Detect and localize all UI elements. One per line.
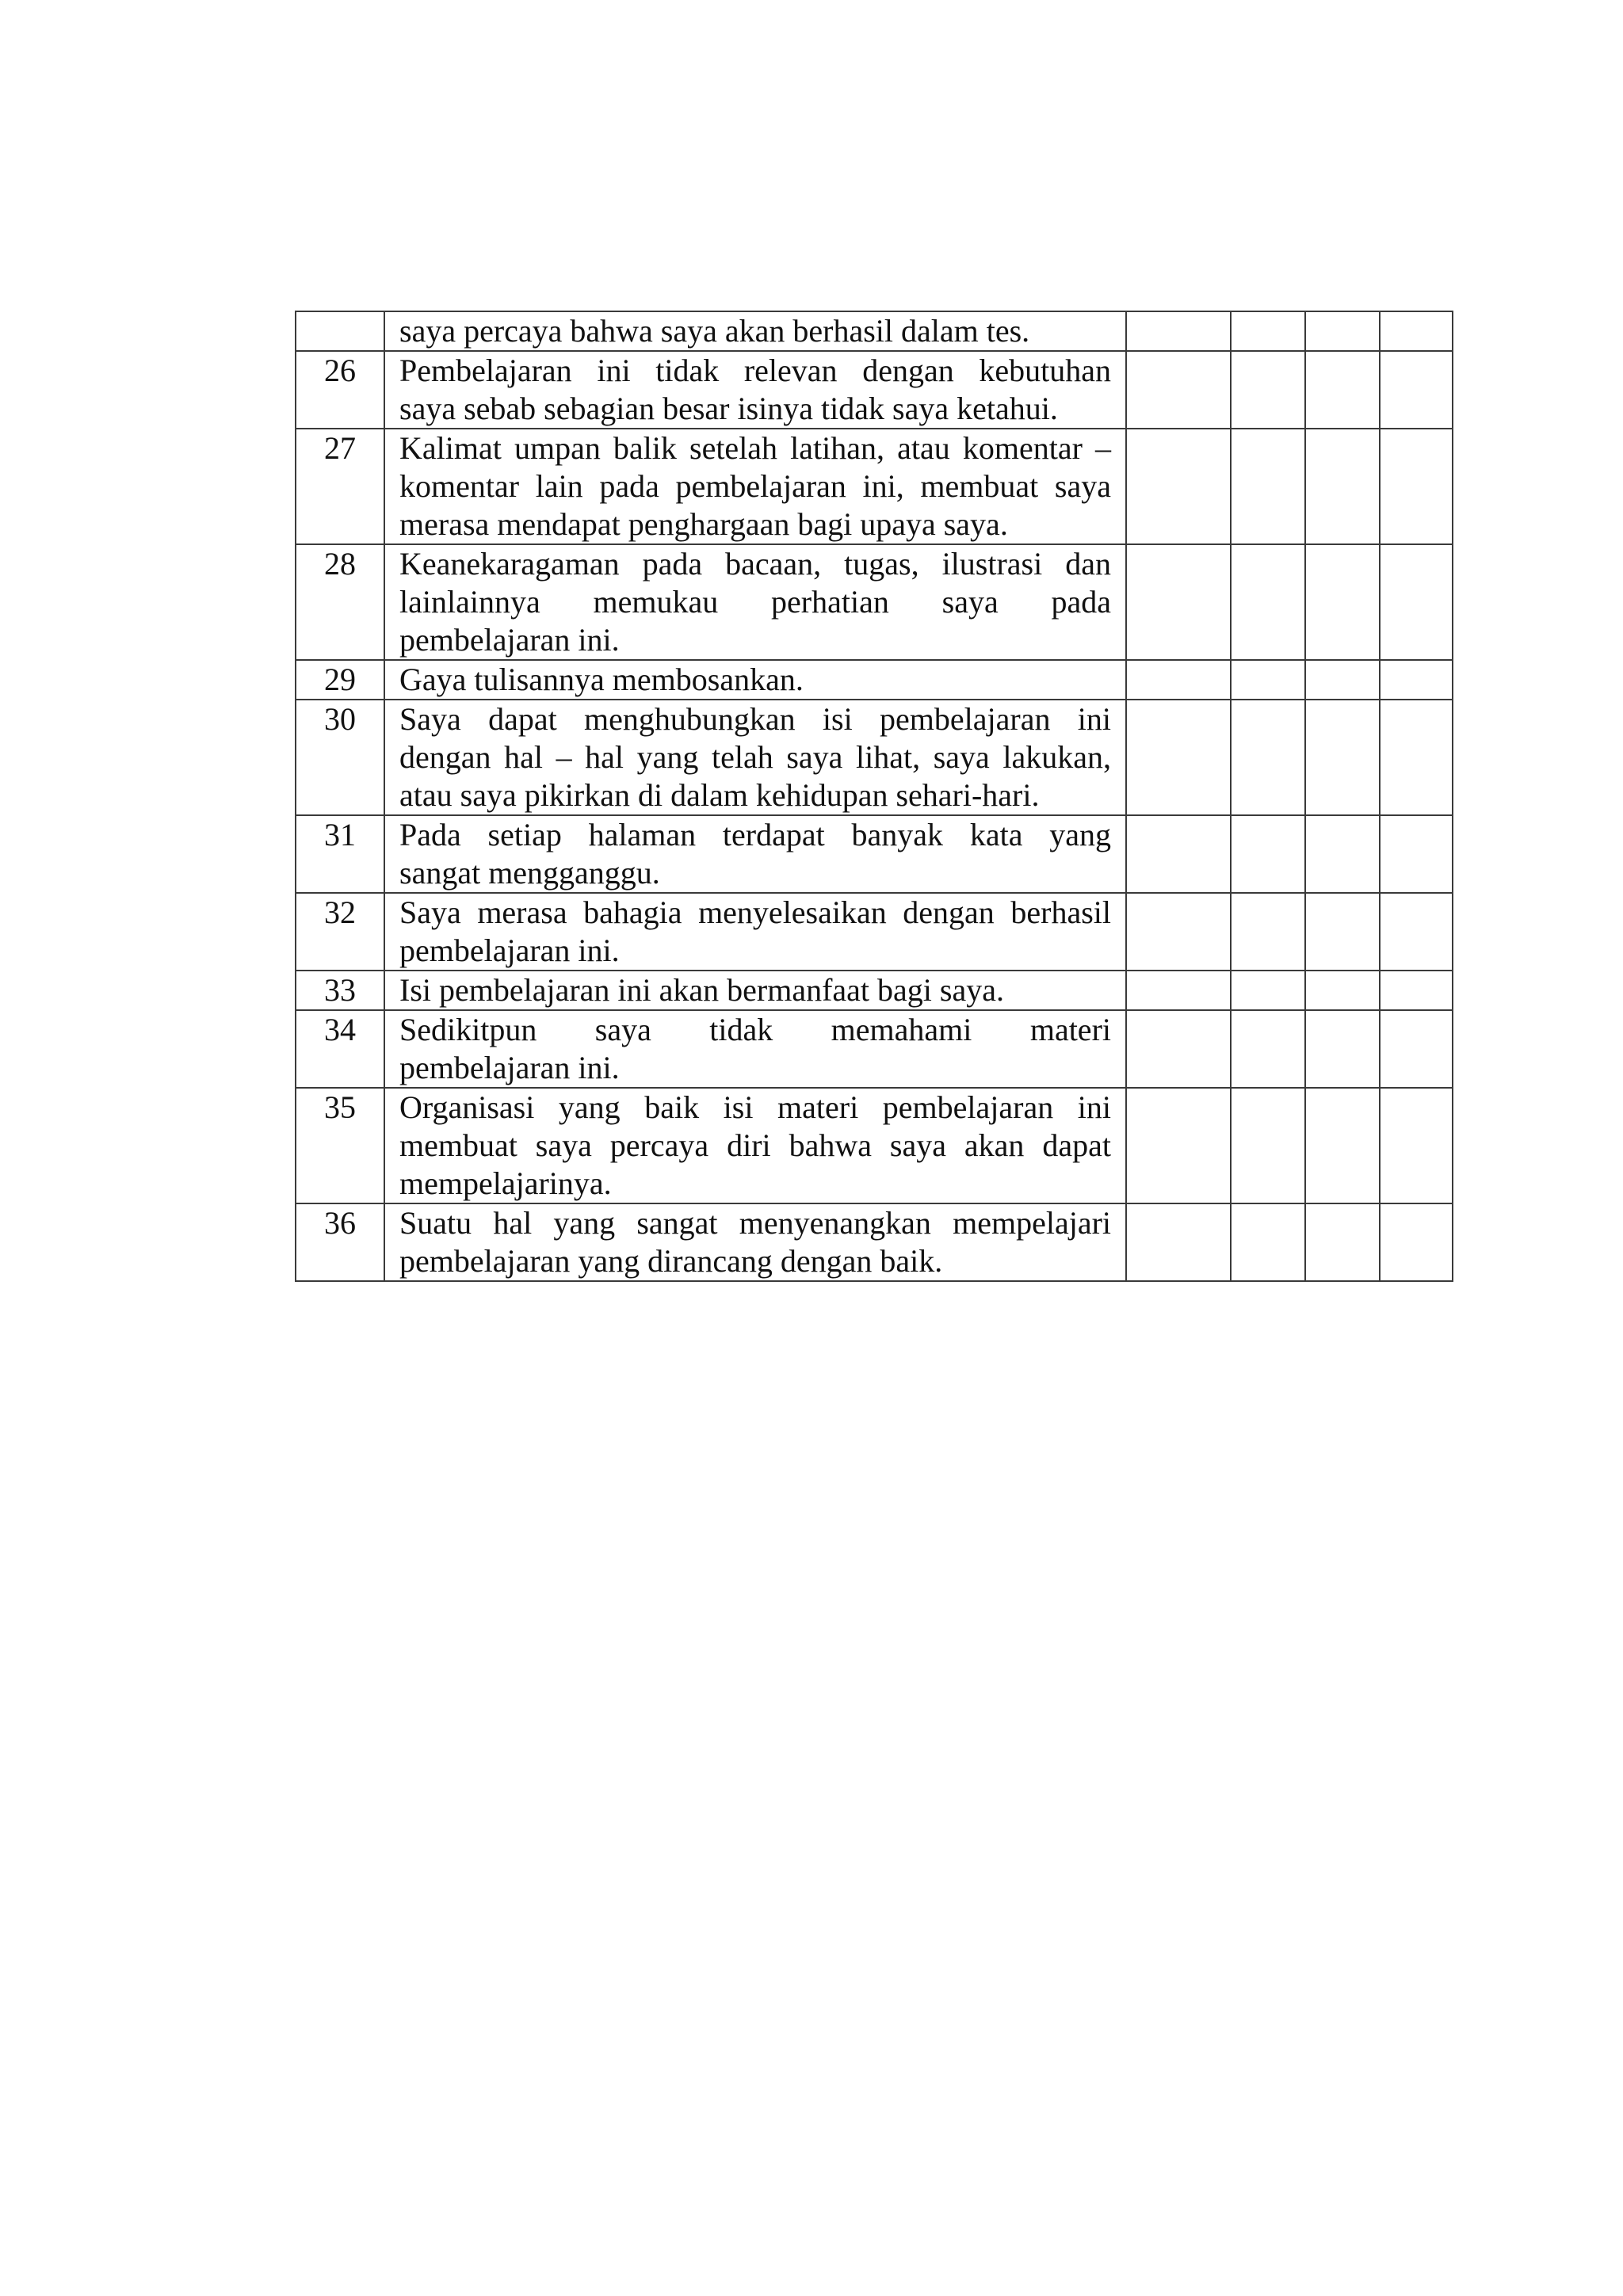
statement-line: membuat saya percaya diri bahwa saya akan dapat	[399, 1127, 1111, 1163]
table-row	[296, 971, 1453, 1010]
statement-line: saya sebab sebagian besar isinya tidak saya ketahui.	[399, 391, 1058, 426]
response-cell-2[interactable]	[1231, 351, 1305, 429]
statement-line: saya percaya bahwa saya akan berhasil dalam tes.	[399, 313, 1030, 349]
statement-line: Kalimat umpan balik setelah latihan, atau komentar –	[399, 430, 1111, 466]
item-number: 26	[296, 351, 384, 429]
item-statement	[384, 700, 1126, 815]
item-number: 29	[296, 660, 384, 700]
response-cell-1[interactable]	[1126, 700, 1231, 815]
table-row	[296, 1203, 1453, 1281]
statement-line: sangat mengganggu.	[399, 855, 660, 891]
item-number: 33	[296, 971, 384, 1010]
response-cell-1[interactable]	[1126, 429, 1231, 544]
response-cell-3[interactable]	[1305, 893, 1380, 971]
table-row	[296, 893, 1453, 971]
item-statement	[384, 815, 1126, 893]
response-cell-2[interactable]	[1231, 1203, 1305, 1281]
item-statement	[384, 1010, 1126, 1088]
response-cell-3[interactable]	[1305, 351, 1380, 429]
response-cell-3[interactable]	[1305, 544, 1380, 660]
item-statement	[384, 311, 1126, 351]
statement-line: merasa mendapat penghargaan bagi upaya saya.	[399, 506, 1008, 542]
response-cell-2[interactable]	[1231, 429, 1305, 544]
item-statement	[384, 1203, 1126, 1281]
response-cell-4[interactable]	[1380, 660, 1453, 700]
response-cell-4[interactable]	[1380, 1088, 1453, 1203]
response-cell-2[interactable]	[1231, 1088, 1305, 1203]
item-number	[296, 311, 384, 351]
response-cell-1[interactable]	[1126, 660, 1231, 700]
statement-line: lainlainnya memukau perhatian saya pada	[399, 584, 1111, 620]
questionnaire-body	[296, 311, 1453, 1281]
response-cell-2[interactable]	[1231, 971, 1305, 1010]
response-cell-1[interactable]	[1126, 1010, 1231, 1088]
item-statement	[384, 893, 1126, 971]
response-cell-4[interactable]	[1380, 429, 1453, 544]
statement-line: pembelajaran ini.	[399, 1050, 620, 1085]
response-cell-4[interactable]	[1380, 893, 1453, 971]
statement-line: Isi pembelajaran ini akan bermanfaat bagi saya.	[399, 972, 1004, 1008]
response-cell-4[interactable]	[1380, 311, 1453, 351]
statement-line: Pada setiap halaman terdapat banyak kata yang	[399, 817, 1111, 852]
response-cell-2[interactable]	[1231, 700, 1305, 815]
response-cell-1[interactable]	[1126, 311, 1231, 351]
table-row	[296, 700, 1453, 815]
response-cell-4[interactable]	[1380, 1010, 1453, 1088]
statement-line: Sedikitpun saya tidak memahami materi	[399, 1012, 1111, 1047]
statement-line: Saya merasa bahagia menyelesaikan dengan berhasil	[399, 894, 1111, 930]
statement-line: pembelajaran ini.	[399, 933, 620, 968]
statement-line: dengan hal – hal yang telah saya lihat, saya lakukan,	[399, 739, 1111, 775]
response-cell-2[interactable]	[1231, 1010, 1305, 1088]
statement-line: pembelajaran ini.	[399, 622, 620, 658]
response-cell-2[interactable]	[1231, 815, 1305, 893]
response-cell-3[interactable]	[1305, 971, 1380, 1010]
response-cell-4[interactable]	[1380, 700, 1453, 815]
response-cell-1[interactable]	[1126, 544, 1231, 660]
table-row	[296, 429, 1453, 544]
response-cell-2[interactable]	[1231, 660, 1305, 700]
response-cell-2[interactable]	[1231, 893, 1305, 971]
table-row	[296, 660, 1453, 700]
item-number: 34	[296, 1010, 384, 1088]
response-cell-4[interactable]	[1380, 1203, 1453, 1281]
statement-line: Pembelajaran ini tidak relevan dengan kebutuhan	[399, 353, 1111, 388]
item-statement	[384, 971, 1126, 1010]
response-cell-3[interactable]	[1305, 1088, 1380, 1203]
statement-line: Suatu hal yang sangat menyenangkan mempelajari	[399, 1205, 1111, 1241]
response-cell-3[interactable]	[1305, 660, 1380, 700]
response-cell-1[interactable]	[1126, 351, 1231, 429]
table-row	[296, 815, 1453, 893]
statement-line: pembelajaran yang dirancang dengan baik.	[399, 1243, 943, 1279]
item-statement	[384, 429, 1126, 544]
item-number: 35	[296, 1088, 384, 1203]
questionnaire-table	[295, 311, 1453, 1282]
statement-line: Organisasi yang baik isi materi pembelajaran ini	[399, 1089, 1111, 1125]
item-statement	[384, 660, 1126, 700]
response-cell-4[interactable]	[1380, 351, 1453, 429]
response-cell-1[interactable]	[1126, 893, 1231, 971]
response-cell-4[interactable]	[1380, 815, 1453, 893]
statement-line: Gaya tulisannya membosankan.	[399, 662, 804, 697]
response-cell-3[interactable]	[1305, 311, 1380, 351]
item-statement	[384, 1088, 1126, 1203]
table-row	[296, 544, 1453, 660]
table-row	[296, 1088, 1453, 1203]
response-cell-3[interactable]	[1305, 1203, 1380, 1281]
statement-line: mempelajarinya.	[399, 1165, 612, 1201]
item-statement	[384, 351, 1126, 429]
response-cell-1[interactable]	[1126, 1203, 1231, 1281]
response-cell-2[interactable]	[1231, 311, 1305, 351]
item-number: 36	[296, 1203, 384, 1281]
response-cell-4[interactable]	[1380, 971, 1453, 1010]
response-cell-4[interactable]	[1380, 544, 1453, 660]
response-cell-2[interactable]	[1231, 544, 1305, 660]
item-number: 31	[296, 815, 384, 893]
statement-line: Keanekaragaman pada bacaan, tugas, ilustrasi dan	[399, 546, 1111, 582]
statement-line: Saya dapat menghubungkan isi pembelajaran ini	[399, 701, 1111, 737]
response-cell-1[interactable]	[1126, 815, 1231, 893]
table-row	[296, 1010, 1453, 1088]
item-number: 30	[296, 700, 384, 815]
response-cell-3[interactable]	[1305, 815, 1380, 893]
table-row	[296, 351, 1453, 429]
response-cell-3[interactable]	[1305, 429, 1380, 544]
response-cell-1[interactable]	[1126, 1088, 1231, 1203]
response-cell-3[interactable]	[1305, 700, 1380, 815]
item-statement	[384, 544, 1126, 660]
response-cell-3[interactable]	[1305, 1010, 1380, 1088]
statement-line: atau saya pikirkan di dalam kehidupan sehari-hari.	[399, 777, 1040, 813]
statement-line: komentar lain pada pembelajaran ini, membuat saya	[399, 468, 1111, 504]
item-number: 32	[296, 893, 384, 971]
table-row	[296, 311, 1453, 351]
item-number: 27	[296, 429, 384, 544]
response-cell-1[interactable]	[1126, 971, 1231, 1010]
item-number: 28	[296, 544, 384, 660]
